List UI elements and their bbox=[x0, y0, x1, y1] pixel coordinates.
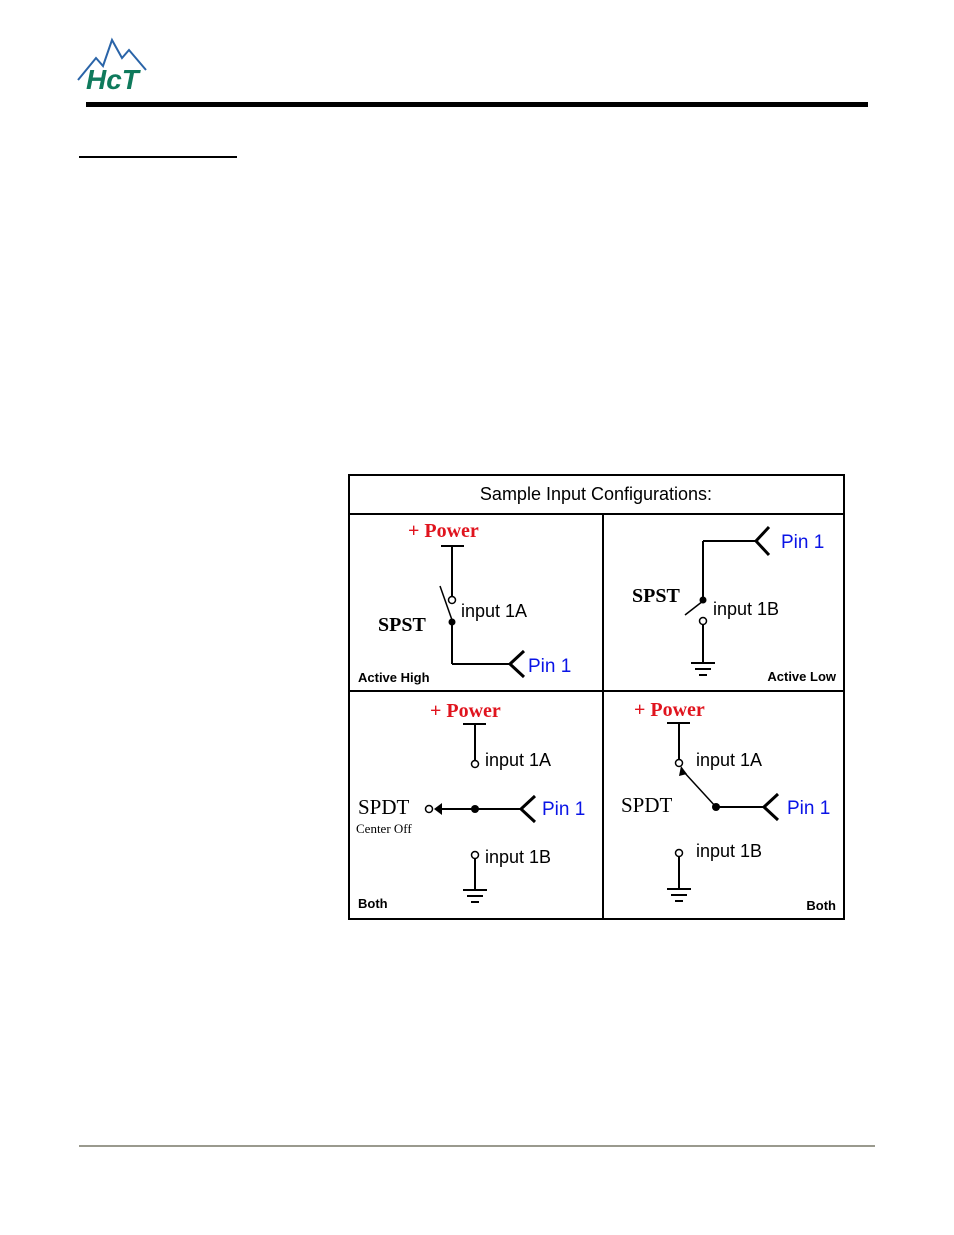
pin-label: Pin 1 bbox=[787, 798, 831, 819]
input-label: input 1B bbox=[696, 841, 763, 861]
sample-input-configurations-figure bbox=[348, 474, 845, 920]
switch-label: SPDT bbox=[621, 793, 673, 817]
switch-label: SPDT bbox=[358, 795, 410, 819]
power-label: + Power bbox=[634, 699, 705, 721]
switch-label: SPST bbox=[632, 585, 680, 607]
section-heading-underline bbox=[79, 156, 237, 158]
power-label: + Power bbox=[430, 700, 501, 722]
input-label: input 1A bbox=[461, 601, 528, 621]
power-label: + Power bbox=[408, 520, 479, 542]
panel-caption: Active High bbox=[358, 670, 430, 685]
input-label: input 1B bbox=[485, 847, 552, 867]
input-label: input 1B bbox=[713, 599, 780, 619]
input-label: input 1A bbox=[696, 750, 763, 770]
pin-label: Pin 1 bbox=[528, 656, 572, 677]
panel-caption: Both bbox=[358, 896, 388, 911]
company-logo bbox=[76, 36, 148, 94]
pin-label: Pin 1 bbox=[542, 799, 586, 820]
switch-label: SPST bbox=[378, 614, 426, 636]
switch-sublabel: Center Off bbox=[356, 821, 412, 836]
footer-rule bbox=[79, 1145, 875, 1147]
panel-caption: Active Low bbox=[767, 669, 836, 684]
figure-title: Sample Input Configurations: bbox=[479, 484, 713, 504]
header-rule bbox=[86, 102, 868, 107]
panel-caption: Both bbox=[806, 898, 836, 913]
logo-text: HcT bbox=[86, 64, 139, 94]
input-label: input 1A bbox=[485, 750, 552, 770]
mountain-logo-icon bbox=[76, 36, 148, 94]
pin-label: Pin 1 bbox=[781, 532, 825, 553]
